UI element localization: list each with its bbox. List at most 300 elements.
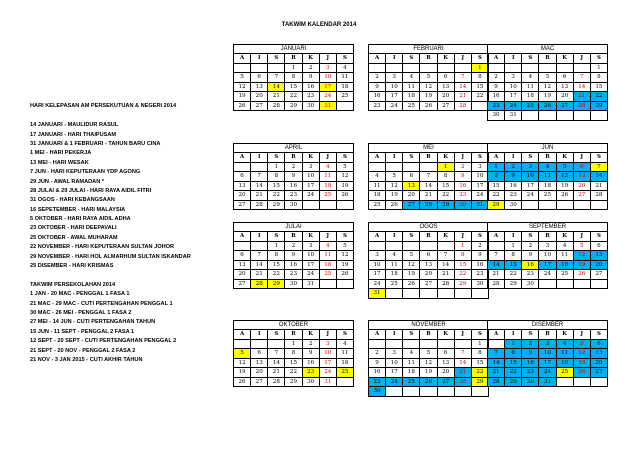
- day-cell: 23: [302, 368, 319, 378]
- day-cell: 21: [488, 368, 505, 378]
- day-header: S: [403, 54, 420, 64]
- day-cell: 4: [556, 339, 573, 349]
- day-cell: 19: [336, 260, 353, 270]
- day-header: J: [319, 54, 336, 64]
- empty-cell: [556, 279, 573, 289]
- empty-cell: [268, 63, 285, 73]
- day-header: A: [369, 54, 386, 64]
- day-cell: 3: [302, 241, 319, 251]
- day-header: J: [454, 54, 471, 64]
- holiday-entry: 21 SEPT - 20 NOV - PENGGAL 2 FASA 2: [30, 347, 136, 354]
- day-cell: 1: [488, 162, 505, 172]
- holiday-entry: 28 JULAI & 29 JULAI - HARI RAYA AIDIL FITRI: [30, 187, 152, 194]
- day-cell: 13: [437, 358, 454, 368]
- empty-cell: [454, 289, 471, 299]
- day-cell: 9: [369, 358, 386, 368]
- empty-cell: [386, 339, 403, 349]
- day-header: I: [386, 232, 403, 242]
- empty-cell: [573, 279, 590, 289]
- day-cell: 16: [302, 82, 319, 92]
- day-cell: 25: [403, 101, 420, 111]
- day-cell: 24: [386, 377, 403, 387]
- day-cell: 6: [403, 172, 420, 182]
- empty-cell: [369, 339, 386, 349]
- day-cell: 1: [471, 339, 488, 349]
- day-cell: 15: [590, 82, 607, 92]
- day-header: K: [556, 232, 573, 242]
- empty-cell: [573, 200, 590, 210]
- day-header: R: [539, 330, 556, 340]
- day-cell: 24: [505, 101, 522, 111]
- day-header: J: [454, 153, 471, 163]
- empty-cell: [251, 241, 268, 251]
- day-cell: 23: [505, 191, 522, 201]
- day-cell: 22: [590, 92, 607, 102]
- empty-cell: [386, 162, 403, 172]
- day-header: A: [234, 153, 251, 163]
- empty-cell: [336, 101, 353, 111]
- empty-cell: [590, 200, 607, 210]
- day-cell: 10: [302, 251, 319, 261]
- day-cell: 20: [420, 270, 437, 280]
- holiday-entry: 13 MEI - HARI WESAK: [30, 159, 89, 166]
- day-cell: 2: [488, 73, 505, 83]
- day-cell: 9: [454, 172, 471, 182]
- day-cell: 24: [369, 279, 386, 289]
- holiday-entry: 31 JANUARI & 1 FEBRUARI - TAHUN BARU CINA: [30, 140, 161, 147]
- day-header: I: [505, 330, 522, 340]
- month-name: MAC: [487, 44, 608, 53]
- day-cell: 5: [234, 73, 251, 83]
- day-cell: 17: [319, 82, 336, 92]
- day-cell: 19: [539, 92, 556, 102]
- day-cell: 29: [285, 101, 302, 111]
- day-cell: 12: [539, 82, 556, 92]
- day-cell: 1: [471, 63, 488, 73]
- day-cell: 1: [285, 63, 302, 73]
- day-cell: 26: [420, 377, 437, 387]
- day-cell: 31: [319, 101, 336, 111]
- day-header: R: [420, 54, 437, 64]
- empty-cell: [319, 279, 336, 289]
- day-cell: 29: [268, 279, 285, 289]
- day-header: K: [302, 54, 319, 64]
- day-cell: 22: [285, 92, 302, 102]
- day-cell: 8: [471, 73, 488, 83]
- day-cell: 31: [539, 377, 556, 387]
- day-header: S: [522, 54, 539, 64]
- empty-cell: [539, 111, 556, 121]
- day-header: A: [369, 153, 386, 163]
- day-cell: 23: [302, 92, 319, 102]
- day-header: S: [590, 54, 607, 64]
- holiday-entry: 7 JUN - HARI KEPUTERAAN YDP AGONG: [30, 169, 141, 176]
- day-cell: 25: [336, 368, 353, 378]
- empty-cell: [471, 101, 488, 111]
- day-cell: 11: [336, 349, 353, 359]
- day-cell: 14: [454, 358, 471, 368]
- day-cell: 17: [505, 92, 522, 102]
- month-julai: [233, 222, 354, 289]
- day-cell: 13: [590, 251, 607, 261]
- day-cell: 4: [386, 251, 403, 261]
- day-header: A: [369, 330, 386, 340]
- day-header: S: [590, 153, 607, 163]
- day-cell: 12: [386, 181, 403, 191]
- day-cell: 16: [454, 181, 471, 191]
- day-cell: 16: [488, 92, 505, 102]
- empty-cell: [336, 200, 353, 210]
- empty-cell: [590, 377, 607, 387]
- day-cell: 29: [285, 377, 302, 387]
- day-cell: 2: [369, 73, 386, 83]
- day-cell: 15: [285, 82, 302, 92]
- empty-cell: [454, 63, 471, 73]
- day-cell: 10: [386, 358, 403, 368]
- day-cell: 9: [285, 172, 302, 182]
- empty-cell: [590, 279, 607, 289]
- empty-cell: [420, 241, 437, 251]
- day-cell: 30: [302, 377, 319, 387]
- day-cell: 22: [471, 92, 488, 102]
- day-header: S: [268, 232, 285, 242]
- day-cell: 8: [488, 172, 505, 182]
- day-cell: 6: [437, 73, 454, 83]
- day-cell: 16: [505, 181, 522, 191]
- day-cell: 8: [268, 251, 285, 261]
- day-cell: 25: [319, 191, 336, 201]
- day-header: K: [556, 153, 573, 163]
- day-header: A: [488, 153, 505, 163]
- day-header: K: [437, 153, 454, 163]
- day-cell: 23: [522, 270, 539, 280]
- day-cell: 2: [369, 349, 386, 359]
- day-cell: 14: [454, 82, 471, 92]
- day-cell: 1: [285, 339, 302, 349]
- holiday-entry: 30 MAC - 26 MEI - PENGGAL 1 FASA 2: [30, 309, 132, 316]
- day-header: K: [437, 330, 454, 340]
- day-header: J: [573, 54, 590, 64]
- day-cell: 31: [319, 377, 336, 387]
- day-cell: 15: [268, 181, 285, 191]
- day-header: S: [336, 153, 353, 163]
- day-cell: 4: [336, 63, 353, 73]
- day-header: S: [471, 330, 488, 340]
- day-cell: 10: [386, 82, 403, 92]
- day-header: S: [336, 232, 353, 242]
- day-cell: 18: [556, 358, 573, 368]
- empty-cell: [336, 279, 353, 289]
- month-disember: [487, 320, 608, 387]
- day-cell: 4: [319, 241, 336, 251]
- day-header: I: [251, 54, 268, 64]
- day-cell: 9: [471, 251, 488, 261]
- spacer-line: [30, 271, 235, 280]
- empty-cell: [539, 279, 556, 289]
- empty-cell: [522, 200, 539, 210]
- day-cell: 7: [251, 172, 268, 182]
- day-header: J: [454, 232, 471, 242]
- holiday-entry: HARI KELEPASAN AM PERSEKUTUAN & NEGERI 2014: [30, 103, 177, 110]
- day-cell: 12: [573, 251, 590, 261]
- day-cell: 15: [454, 260, 471, 270]
- day-cell: 31: [369, 289, 386, 299]
- empty-cell: [573, 111, 590, 121]
- day-cell: 21: [488, 270, 505, 280]
- day-cell: 13: [234, 260, 251, 270]
- day-cell: 9: [369, 82, 386, 92]
- day-cell: 7: [251, 251, 268, 261]
- day-header: R: [539, 232, 556, 242]
- day-cell: 5: [386, 172, 403, 182]
- day-header: J: [573, 153, 590, 163]
- day-cell: 18: [319, 260, 336, 270]
- day-cell: 14: [268, 358, 285, 368]
- day-cell: 21: [437, 270, 454, 280]
- day-cell: 27: [437, 377, 454, 387]
- day-cell: 30: [505, 200, 522, 210]
- day-cell: 26: [573, 368, 590, 378]
- empty-cell: [234, 162, 251, 172]
- holiday-entry: 1 MEI - HARI PEKERJA: [30, 150, 92, 157]
- holiday-entry: 21 NOV - 3 JAN 2015 - CUTI AKHIR TAHUN: [30, 356, 143, 363]
- day-cell: 25: [556, 270, 573, 280]
- day-cell: 21: [251, 191, 268, 201]
- day-cell: 3: [539, 339, 556, 349]
- day-cell: 21: [268, 368, 285, 378]
- day-cell: 26: [556, 191, 573, 201]
- empty-cell: [454, 387, 471, 397]
- day-cell: 14: [420, 181, 437, 191]
- day-cell: 25: [556, 368, 573, 378]
- month-name: MEI: [368, 143, 489, 152]
- day-cell: 4: [556, 241, 573, 251]
- day-cell: 25: [386, 279, 403, 289]
- day-header: A: [234, 54, 251, 64]
- day-header: A: [488, 330, 505, 340]
- day-cell: 7: [454, 349, 471, 359]
- day-header: J: [573, 232, 590, 242]
- day-cell: 28: [488, 377, 505, 387]
- day-cell: 22: [454, 270, 471, 280]
- day-cell: 10: [471, 172, 488, 182]
- day-cell: 20: [573, 181, 590, 191]
- empty-cell: [268, 339, 285, 349]
- day-cell: 30: [302, 101, 319, 111]
- holiday-entry: TAKWIM PERSEKOLAHAN 2014: [30, 281, 116, 288]
- day-cell: 27: [590, 270, 607, 280]
- day-cell: 27: [234, 279, 251, 289]
- day-cell: 24: [319, 92, 336, 102]
- day-cell: 29: [505, 377, 522, 387]
- day-cell: 15: [505, 358, 522, 368]
- empty-cell: [505, 63, 522, 73]
- month-name: JULAI: [233, 222, 354, 231]
- day-cell: 26: [234, 377, 251, 387]
- day-cell: 17: [302, 260, 319, 270]
- day-header: S: [268, 54, 285, 64]
- empty-cell: [437, 387, 454, 397]
- day-cell: 10: [302, 172, 319, 182]
- day-cell: 7: [573, 73, 590, 83]
- day-cell: 12: [234, 82, 251, 92]
- day-cell: 14: [488, 260, 505, 270]
- day-cell: 15: [471, 358, 488, 368]
- day-header: R: [539, 153, 556, 163]
- empty-cell: [420, 162, 437, 172]
- day-cell: 12: [420, 358, 437, 368]
- empty-cell: [437, 63, 454, 73]
- day-cell: 18: [522, 92, 539, 102]
- day-cell: 11: [522, 82, 539, 92]
- empty-cell: [522, 111, 539, 121]
- day-cell: 24: [302, 191, 319, 201]
- day-cell: 29: [454, 279, 471, 289]
- day-cell: 28: [268, 101, 285, 111]
- day-cell: 4: [403, 349, 420, 359]
- empty-cell: [403, 162, 420, 172]
- empty-cell: [369, 241, 386, 251]
- day-cell: 2: [471, 241, 488, 251]
- day-cell: 19: [403, 270, 420, 280]
- day-cell: 16: [285, 260, 302, 270]
- day-cell: 20: [590, 260, 607, 270]
- day-cell: 31: [471, 200, 488, 210]
- holiday-entry: 12 SEPT - 20 SEPT - CUTI PERTENGAHAN PENGGAL 2: [30, 338, 177, 345]
- day-cell: 18: [403, 368, 420, 378]
- day-cell: 11: [336, 73, 353, 83]
- day-cell: 4: [336, 339, 353, 349]
- empty-cell: [488, 339, 505, 349]
- month-oktober: [233, 320, 354, 387]
- empty-cell: [454, 339, 471, 349]
- empty-cell: [590, 111, 607, 121]
- day-header: S: [590, 330, 607, 340]
- day-header: R: [285, 153, 302, 163]
- day-header: A: [488, 232, 505, 242]
- holiday-entry: 31 OGOS - HARI KEBANGSAAN: [30, 197, 115, 204]
- day-cell: 24: [471, 191, 488, 201]
- day-cell: 12: [573, 349, 590, 359]
- day-cell: 3: [302, 162, 319, 172]
- day-cell: 17: [386, 92, 403, 102]
- month-name: JUN: [487, 143, 608, 152]
- day-cell: 25: [403, 377, 420, 387]
- month-mei: [368, 143, 489, 210]
- day-cell: 1: [454, 241, 471, 251]
- day-cell: 10: [522, 172, 539, 182]
- day-cell: 30: [471, 279, 488, 289]
- day-cell: 5: [420, 73, 437, 83]
- empty-cell: [420, 289, 437, 299]
- empty-cell: [234, 241, 251, 251]
- day-header: R: [285, 54, 302, 64]
- day-cell: 19: [573, 260, 590, 270]
- day-cell: 6: [590, 241, 607, 251]
- day-cell: 28: [251, 279, 268, 289]
- day-cell: 6: [590, 339, 607, 349]
- day-cell: 10: [319, 73, 336, 83]
- empty-cell: [556, 200, 573, 210]
- day-cell: 13: [556, 82, 573, 92]
- day-cell: 2: [302, 63, 319, 73]
- day-header: K: [302, 232, 319, 242]
- empty-cell: [539, 200, 556, 210]
- day-cell: 27: [251, 377, 268, 387]
- day-header: J: [319, 232, 336, 242]
- day-cell: 18: [336, 358, 353, 368]
- day-cell: 27: [556, 101, 573, 111]
- day-cell: 13: [234, 181, 251, 191]
- day-cell: 21: [573, 92, 590, 102]
- day-cell: 1: [437, 162, 454, 172]
- empty-cell: [420, 387, 437, 397]
- day-cell: 12: [556, 172, 573, 182]
- day-cell: 28: [454, 101, 471, 111]
- spacer-line: [30, 112, 235, 121]
- day-cell: 8: [505, 251, 522, 261]
- day-cell: 23: [369, 101, 386, 111]
- day-cell: 12: [234, 358, 251, 368]
- day-cell: 20: [437, 368, 454, 378]
- day-cell: 6: [251, 349, 268, 359]
- day-cell: 23: [522, 368, 539, 378]
- day-cell: 14: [251, 260, 268, 270]
- day-header: R: [420, 153, 437, 163]
- day-cell: 8: [285, 73, 302, 83]
- day-cell: 6: [420, 251, 437, 261]
- day-cell: 18: [336, 82, 353, 92]
- day-cell: 24: [539, 368, 556, 378]
- empty-cell: [437, 289, 454, 299]
- day-cell: 11: [403, 82, 420, 92]
- empty-cell: [403, 241, 420, 251]
- day-header: K: [437, 232, 454, 242]
- day-cell: 1: [505, 241, 522, 251]
- day-cell: 18: [369, 191, 386, 201]
- day-cell: 19: [573, 358, 590, 368]
- day-cell: 6: [234, 251, 251, 261]
- day-cell: 14: [251, 181, 268, 191]
- day-cell: 13: [590, 349, 607, 359]
- empty-cell: [403, 339, 420, 349]
- day-cell: 28: [590, 191, 607, 201]
- holiday-entry: 17 JANUARI - HARI THAIPUSAM: [30, 131, 117, 138]
- day-header: J: [319, 153, 336, 163]
- day-header: I: [386, 54, 403, 64]
- empty-cell: [386, 289, 403, 299]
- day-header: S: [522, 232, 539, 242]
- day-cell: 27: [590, 368, 607, 378]
- day-cell: 11: [386, 260, 403, 270]
- day-cell: 18: [386, 270, 403, 280]
- day-cell: 5: [336, 241, 353, 251]
- spacer-line: [30, 93, 235, 102]
- day-header: R: [420, 232, 437, 242]
- empty-cell: [403, 63, 420, 73]
- day-cell: 11: [539, 172, 556, 182]
- day-cell: 7: [420, 172, 437, 182]
- empty-cell: [336, 377, 353, 387]
- day-cell: 7: [268, 349, 285, 359]
- day-header: I: [251, 232, 268, 242]
- day-cell: 9: [302, 349, 319, 359]
- day-cell: 17: [539, 260, 556, 270]
- day-cell: 7: [590, 162, 607, 172]
- day-cell: 23: [369, 377, 386, 387]
- holiday-entry: 25 DISEMBER - HARI KRISMAS: [30, 263, 114, 270]
- day-cell: 10: [319, 349, 336, 359]
